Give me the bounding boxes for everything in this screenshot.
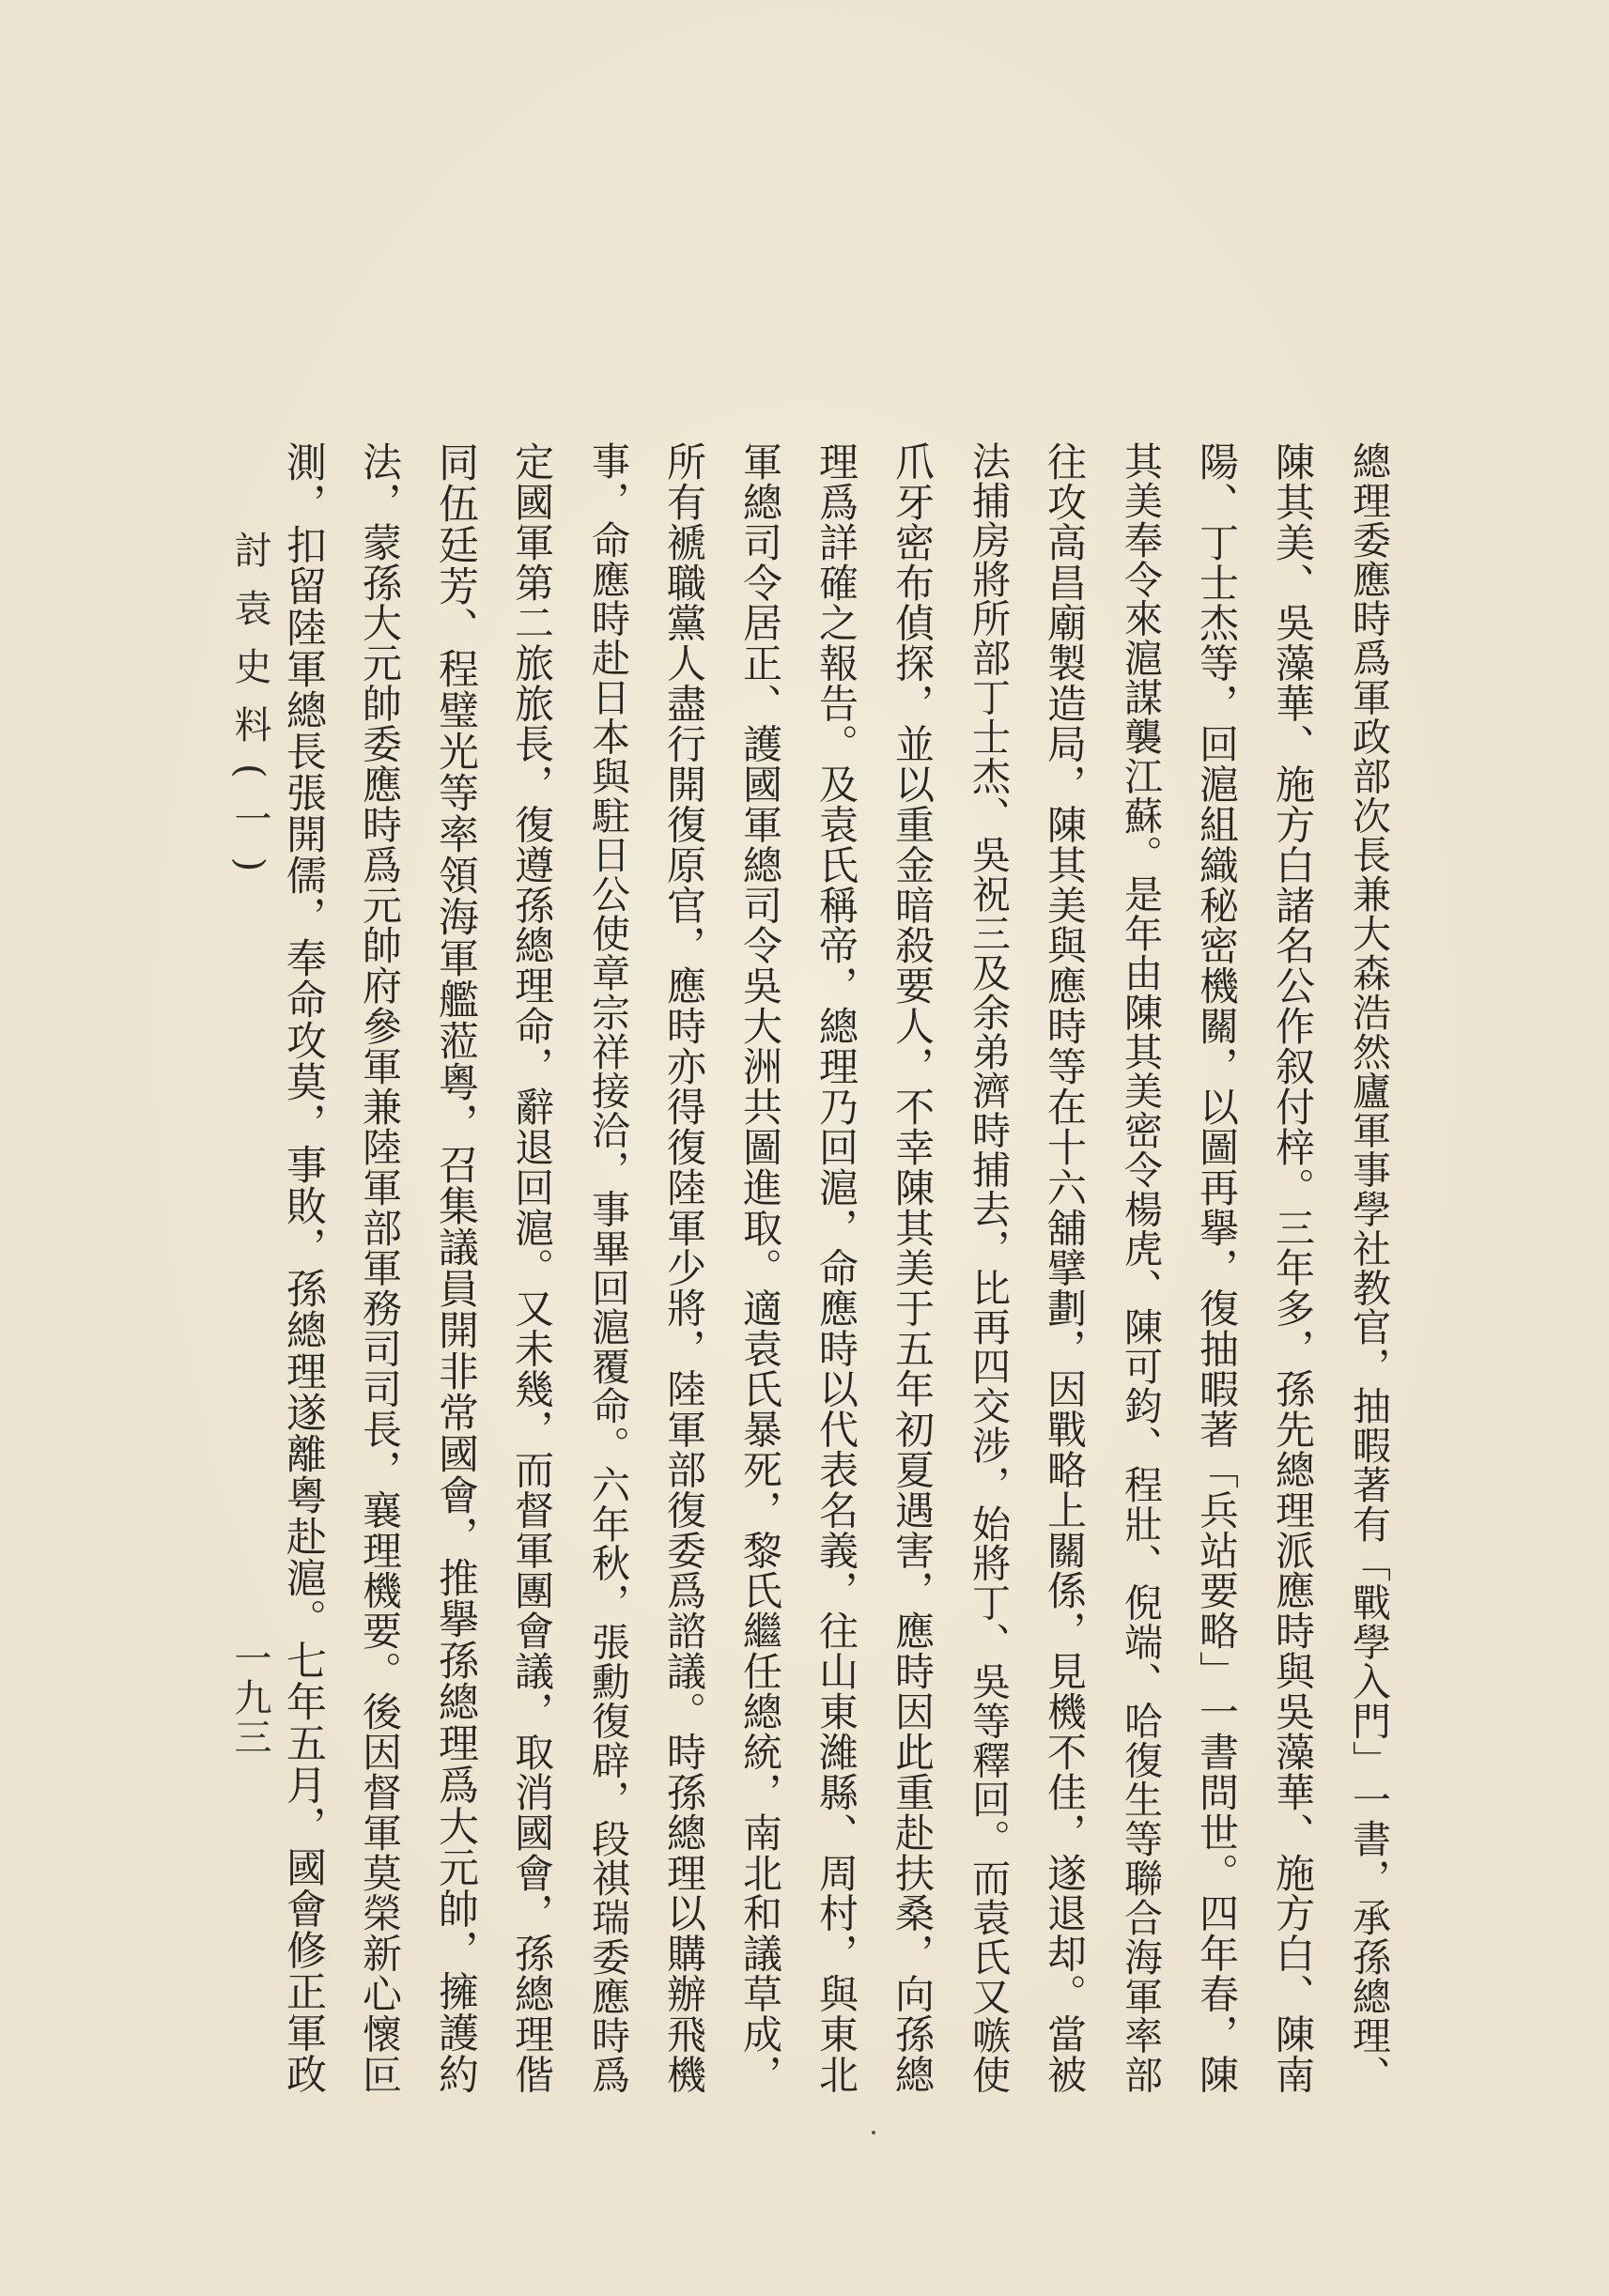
text-column-5: 往攻高昌廟製造局，陳其美與應時等在十六舖擘劃，因戰略上關係，見機不佳，遂退却。當被: [1042, 441, 1088, 2094]
text-column-14: 法，蒙孫大元帥委應時爲元帥府參軍兼陸軍部軍務司司長，襄理機要。後因督軍莫榮新心懷叵: [357, 441, 403, 2094]
text-column-11: 事，命應時赴日本與駐日公使章宗祥接洽，事畢回滬覆命。六年秋，張勳復辟，段祺瑞委應時爲: [585, 441, 630, 2094]
text-column-10: 所有褫職黨人盡行開復原官，應時亦得復陸軍少將，陸軍部復委爲諮議。時孫總理以購辦飛機: [661, 441, 707, 2094]
text-column-13: 同伍廷芳、程璧光等率領海軍艦蒞粵，召集議員開非常國會，推擧孫總理爲大元帥，擁護約: [432, 441, 479, 2094]
text-column-15: 測，扣留陸軍總長張開儒，奉命攻莫，事敗，孫總理遂離粵赴滬。七年五月，國會修正軍政: [280, 441, 327, 2094]
text-column-2: 陳其美、吳藻華、施方白諸名公作叙付梓。三年多，孫先總理派應時與吳藻華、施方白、陳南: [1270, 441, 1316, 2094]
book-title: 討袁史料(一): [228, 531, 271, 893]
text-column-7: 爪牙密布偵探，並以重金暗殺要人，不幸陳其美于五年初夏遇害，應時因此重赴扶桑，向孫總: [890, 441, 936, 2094]
page-number: 一九三: [228, 1639, 271, 1757]
paper-speck: [872, 2131, 875, 2134]
text-column-4: 其美奉令來滬謀襲江蘇。是年由陳其美密令楊虎、陳可鈞、程壯、倪端、哈復生等聯合海軍率部: [1118, 441, 1163, 2094]
text-column-6: 法捕房將所部丁士杰、吳祝三及余弟濟時捕去，比再四交涉，始將丁、吳等釋回。而袁氏又嗾使: [966, 441, 1011, 2094]
text-column-3: 陽、丁士杰等，回滬組織秘密機關，以圖再擧，復抽暇著「兵站要略」一書問世。四年春，陳: [1194, 441, 1240, 2094]
text-column-1: 總理委應時爲軍政部次長兼大森浩然廬軍事學社教官，抽暇著有「戰學入門」一書，承孫總理、: [1346, 441, 1391, 2094]
text-column-9: 軍總司令居正、護國軍總司令吳大洲共圖進取。適袁氏暴死，黎氏繼任總統，南北和議草成，: [737, 441, 783, 2094]
text-column-12: 定國軍第二旅旅長，復遵孫總理命，辭退回滬。又未幾，而督軍團會議，取消國會，孫總理偕: [509, 441, 555, 2094]
text-column-8: 理爲詳確之報告。及袁氏稱帝，總理乃回滬，命應時以代表名義，往山東濰縣、周村，與東北: [813, 441, 859, 2094]
